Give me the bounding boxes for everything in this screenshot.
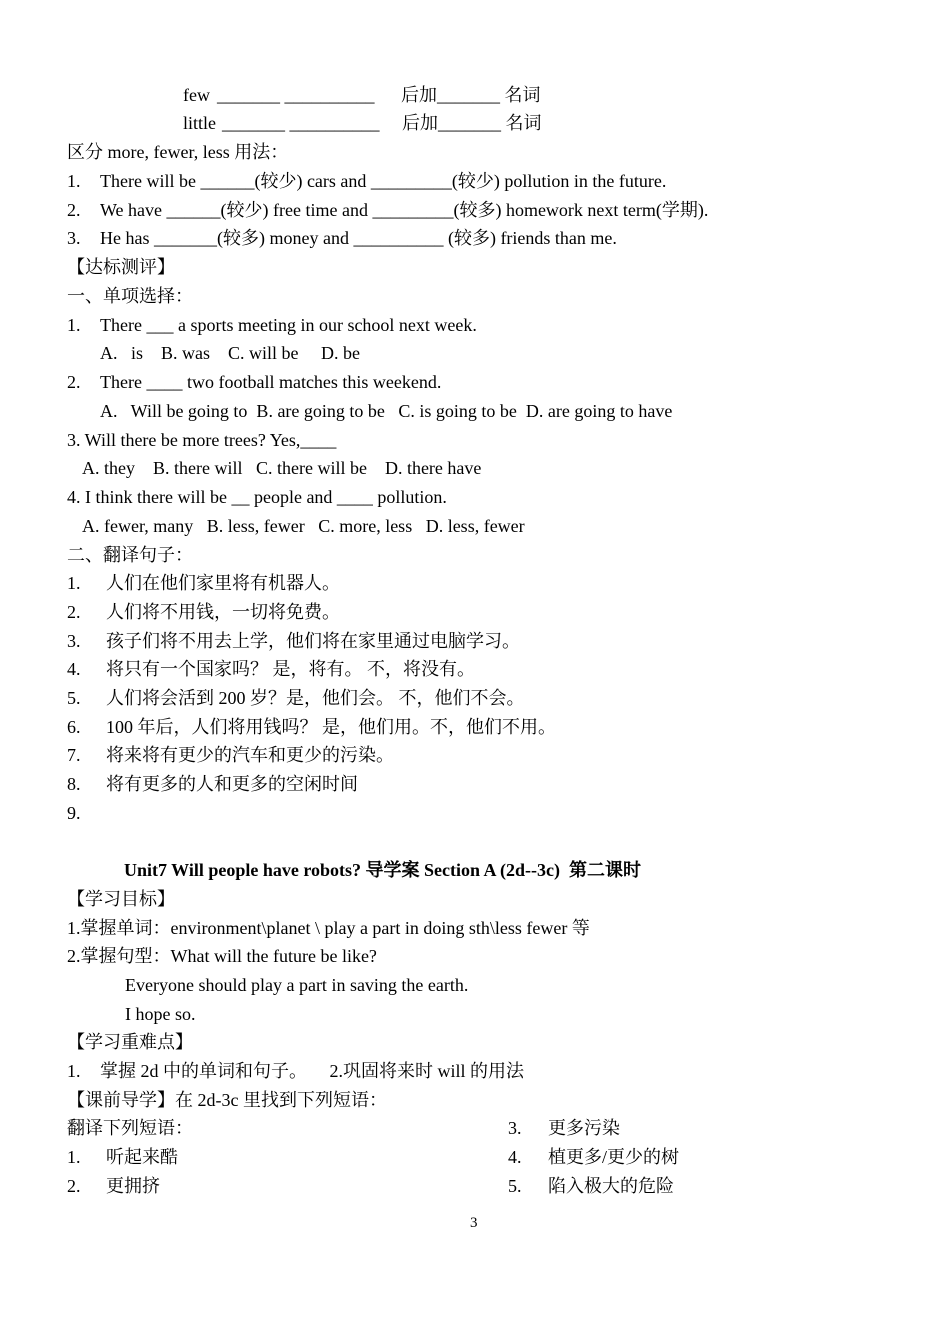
item-number: 6. [67,717,81,737]
item-text: He has _______(较多) money and __________ (较多) friends than me. [100,228,617,248]
row-blanks: _______ __________ [217,85,375,105]
item-text: 更多污染 [548,1118,620,1138]
item-text: 100 年后，人们将用钱吗？ 是，他们用。不，他们不用。 [106,717,556,737]
question-number: 2. [67,372,81,392]
item-text: There will be ______(较少) cars and _________(较少) pollution in the future. [100,171,667,191]
preview-heading: 【课前导学】在 2d-3c 里找到下列短语： [67,1090,387,1110]
item-text: 植更多/更少的树 [548,1147,680,1167]
item-number: 1. [67,1147,81,1167]
question-options: A. fewer, many B. less, fewer C. more, less D. less, fewer [82,516,525,536]
assessment-heading: 【达标测评】 [67,257,175,277]
item-text: 将只有一个国家吗？ 是，将有。 不，将没有。 [106,659,475,679]
question-text: There ___ a sports meeting in our school next week. [100,315,477,335]
item-number: 1. [67,171,81,191]
page-number: 3 [470,1215,478,1231]
item-number: 4. [67,659,81,679]
question-text: 4. I think there will be __ people and ____ pollution. [67,487,447,507]
item-number: 2. [67,602,81,622]
item-number: 5. [508,1176,522,1196]
preview-subheading: 翻译下列短语： [67,1118,193,1138]
question-options: A. is B. was C. will be D. be [100,343,360,363]
item-text: 孩子们将不用去上学，他们将在家里通过电脑学习。 [106,631,520,651]
item-text: 人们将不用钱，一切将免费。 [106,602,340,622]
row-suffix: 后加_______ 名词 [402,113,542,133]
item-text: 人们在他们家里将有机器人。 [106,573,340,593]
item-number: 1. [67,1061,81,1081]
question-options: A. Will be going to B. are going to be C. is going to be D. are going to have [100,401,673,421]
row-word: little [183,113,216,133]
item-number: 3. [508,1118,522,1138]
item-number: 2. [67,200,81,220]
question-text: 3. Will there be more trees? Yes,____ [67,430,337,450]
goals-line: 2.掌握句型：What will the future be like? [67,946,377,966]
item-text: 将有更多的人和更多的空闲时间 [106,774,358,794]
question-number: 1. [67,315,81,335]
goals-line: Everyone should play a part in saving the earth. [125,975,469,995]
translate-heading: 二、翻译句子： [67,545,193,565]
goals-line: 1.掌握单词：environment\planet \ play a part in doing sth\less fewer 等 [67,918,590,938]
item-number: 4. [508,1147,522,1167]
item-text: 陷入极大的危险 [548,1176,674,1196]
item-number: 1. [67,573,81,593]
item-number: 9. [67,803,81,823]
item-text: 将来将有更少的汽车和更少的污染。 [106,745,394,765]
item-text: We have ______(较少) free time and _________(较多) homework next term(学期). [100,200,709,220]
row-suffix: 后加_______ 名词 [401,85,541,105]
key-points-heading: 【学习重难点】 [67,1032,193,1052]
row-blanks: _______ __________ [222,113,380,133]
goals-line: I hope so. [125,1004,196,1024]
item-text: 人们将会活到 200 岁？是，他们会。 不，他们不会。 [106,688,525,708]
row-word: few [183,85,210,105]
goals-heading: 【学习目标】 [67,889,175,909]
item-text: 听起来酷 [106,1147,178,1167]
item-number: 8. [67,774,81,794]
question-options: A. they B. there will C. there will be D. there have [82,458,482,478]
item-number: 5. [67,688,81,708]
question-text: There ____ two football matches this weekend. [100,372,442,392]
item-number: 2. [67,1176,81,1196]
item-number: 3. [67,228,81,248]
item-text: 更拥挤 [106,1176,160,1196]
multiple-choice-heading: 一、单项选择： [67,286,193,306]
item-text: 掌握 2d 中的单词和句子。 2.巩固将来时 will 的用法 [100,1061,525,1081]
distinguish-heading: 区分 more, fewer, less 用法： [67,142,289,162]
unit-title: Unit7 Will people have robots? 导学案 Section A (2d--3c) 第二课时 [124,860,642,880]
item-number: 3. [67,631,81,651]
item-number: 7. [67,745,81,765]
